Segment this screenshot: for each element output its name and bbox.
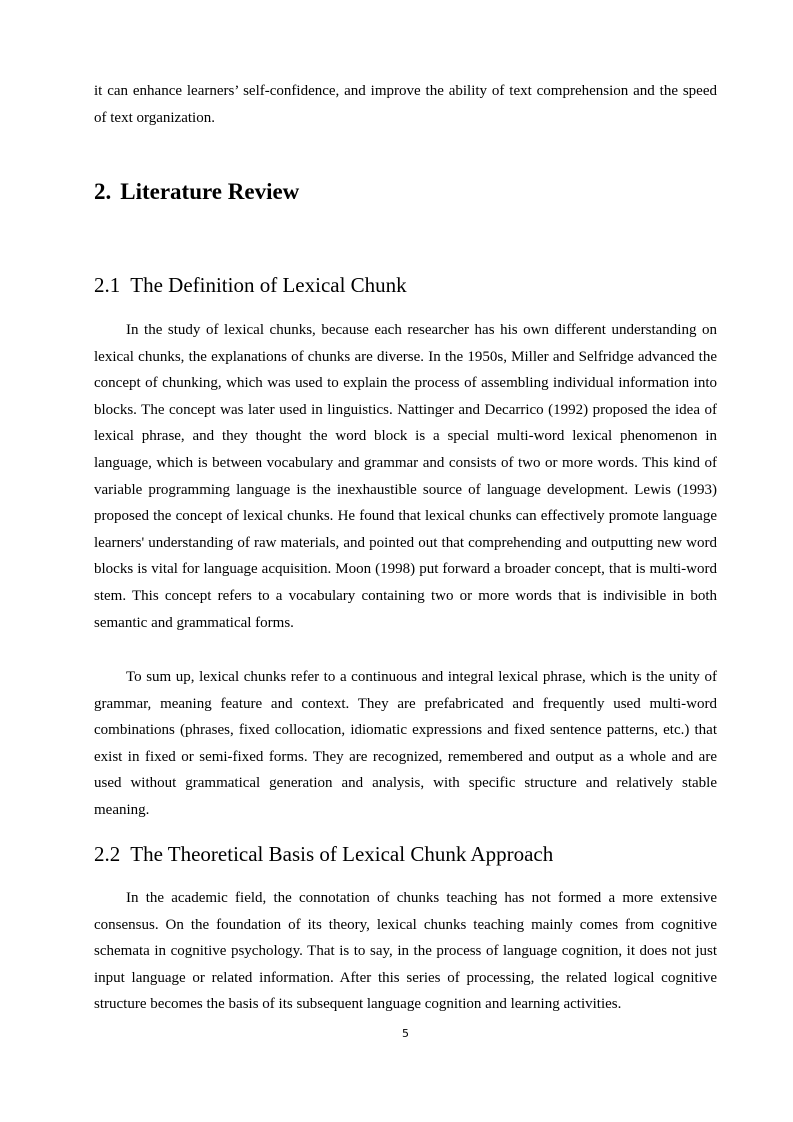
section-heading [94, 176, 299, 208]
subsection-number: 2.2 [94, 842, 121, 866]
subsection-heading-2-1 [94, 270, 407, 300]
subsection-heading-2-2 [94, 839, 553, 869]
section-number: 2. [94, 179, 112, 204]
summary-paragraph: To sum up, lexical chunks refer to a continuous and integral lexical phrase, which is the unity of grammar, meaning feature and context. They are prefabricated and frequently used multi-word combinations (phrases, fixed collocation, idiomatic expressions and fixed sentence patterns, etc.) that exist in fixed or semi-fixed forms. They are recognized, remembered and output as a whole and are used without grammatical generation and analysis, with specific structure and relatively stable meaning. [94, 669, 717, 818]
page-number: 5 [402, 1027, 409, 1040]
section-title: Literature Review [120, 179, 300, 204]
subsection-title: The Definition of Lexical Chunk [130, 273, 407, 297]
subsection-title: The Theoretical Basis of Lexical Chunk Approach [130, 842, 554, 866]
theory-paragraph: In the academic field, the connotation of chunks teaching has not formed a more extensive consensus. On the foundation of its theory, lexical chunks teaching mainly comes from cognitive schemata in cognitive psychology. That is to say, in the process of language cognition, it does not just input language or related information. After this series of processing, the related logical cognitive structure becomes the basis of its subsequent language cognition and learning activities. [94, 890, 717, 1013]
subsection-number: 2.1 [94, 273, 121, 297]
definition-paragraph: In the study of lexical chunks, because each researcher has his own different understanding on lexical chunks, the explanations of chunks are diverse. In the 1950s, Miller and Selfridge advanced the concept of chunking, which was used to explain the process of assembling individual information into blocks. The concept was later used in linguistics. Nattinger and Decarrico (1992) proposed the idea of lexical phrase, and they thought the word block is a special multi-word lexical phenomenon in language, which is between vocabulary and grammar and consists of two or more words. This kind of variable programming language is the inexhaustible source of language development. Lewis (1993) proposed the concept of lexical chunks. He found that lexical chunks can effectively promote language learners' understanding of raw materials, and pointed out that comprehending and outputting new word blocks is vital for language acquisition. Moon (1998) put forward a broader concept, that is multi-word stem. This concept refers to a vocabulary containing two or more words that is indivisible in both semantic and grammatical forms. [94, 322, 717, 631]
intro-paragraph-continued: it can enhance learners’ self-confidence, and improve the ability of text comprehension and the speed of text organization. [94, 83, 717, 126]
